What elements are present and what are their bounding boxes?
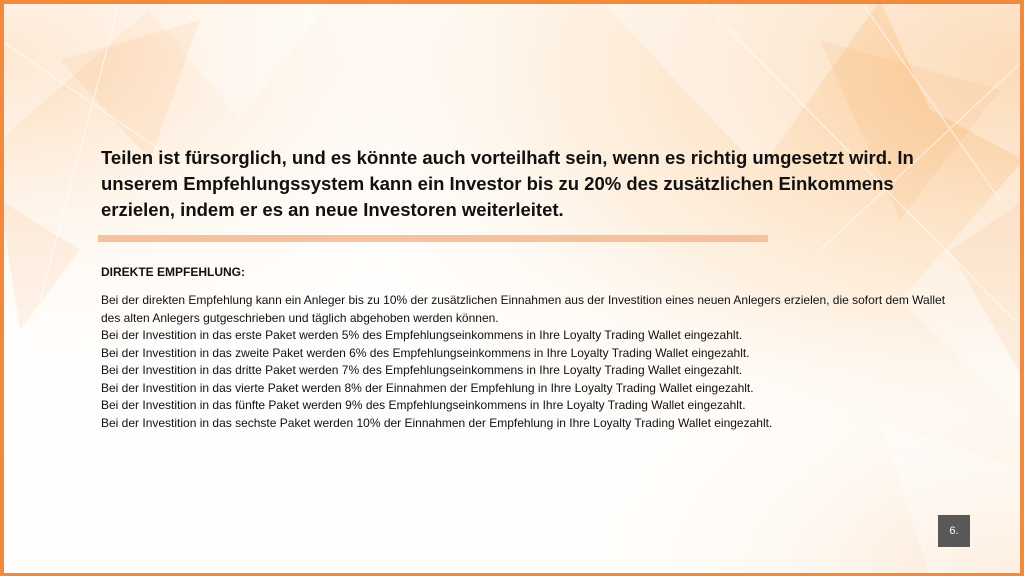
headline: Teilen ist fürsorglich, und es könnte auch vorteilhaft sein, wenn es richtig umgesetzt wird. In unserem Empfehlungssystem kann ein Investor bis zu 20% des zusätzlichen Einkommens erzielen, indem er es an neue Investoren weiterleitet. (101, 147, 914, 220)
paragraph-package-1: Bei der Investition in das erste Paket werden 5% des Empfehlungseinkommens in Ihre Loyalty Trading Wallet eingezahlt. (101, 328, 743, 342)
paragraph-package-3: Bei der Investition in das dritte Paket werden 7% des Empfehlungseinkommens in Ihre Loyalty Trading Wallet eingezahlt. (101, 363, 743, 377)
page-number-badge: 6. (938, 515, 970, 547)
section-heading: DIREKTE EMPFEHLUNG: (101, 265, 245, 279)
paragraph-package-2: Bei der Investition in das zweite Paket werden 6% des Empfehlungseinkommens in Ihre Loyalty Trading Wallet eingezahlt. (101, 345, 750, 360)
paragraph-package-4: Bei der Investition in das vierte Paket werden 8% der Einnahmen der Empfehlung in Ihre Loyalty Trading Wallet eingezahlt. (101, 380, 754, 395)
divider-bar (98, 235, 768, 242)
paragraph-intro: Bei der direkten Empfehlung kann ein Anleger bis zu 10% der zusätzlichen Einnahmen aus der Investition eines neuen Anlegers erzielen, die sofort dem Wallet des alten Anlegers gutgeschrieben und täglich abgehoben werden können. (101, 293, 946, 325)
paragraph-package-5: Bei der Investition in das fünfte Paket werden 9% des Empfehlungseinkommens in Ihre Loyalty Trading Wallet eingezahlt. (101, 398, 746, 412)
body-text (101, 292, 951, 432)
paragraph-package-6: Bei der Investition in das sechste Paket werden 10% der Einnahmen der Empfehlung in Ihre Loyalty Trading Wallet eingezahlt. (101, 415, 773, 430)
